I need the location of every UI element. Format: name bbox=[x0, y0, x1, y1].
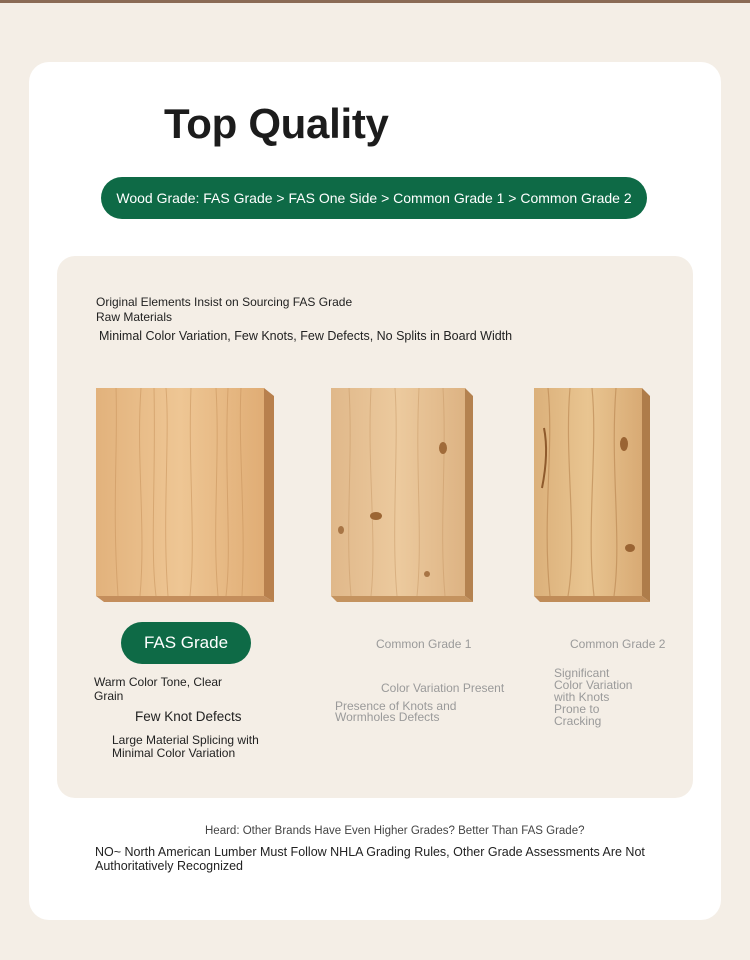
intro-line-3: Minimal Color Variation, Few Knots, Few Defects, No Splits in Board Width bbox=[99, 329, 513, 343]
intro-line-2: Raw Materials bbox=[96, 310, 173, 324]
grade-scale-banner: Wood Grade: FAS Grade > FAS One Side > Common Grade 1 > Common Grade 2 bbox=[101, 177, 647, 219]
wood-board-common2-image bbox=[534, 388, 650, 602]
footer-question: Heard: Other Brands Have Even Higher Grades? Better Than FAS Grade? bbox=[205, 825, 585, 837]
footer-answer: NO~ North American Lumber Must Follow NHLA Grading Rules, Other Grade Assessments Are Not Authoritatively Recognized bbox=[95, 845, 645, 873]
common-grade-1-label: Common Grade 1 bbox=[376, 637, 472, 651]
fas-feature-3: Large Material Splicing with Minimal Color Variation bbox=[112, 733, 259, 760]
page-title: Top Quality bbox=[164, 100, 389, 147]
fas-grade-badge: FAS Grade bbox=[121, 622, 251, 664]
common1-feature-2: Presence of Knots and Wormholes Defects bbox=[335, 699, 457, 724]
common2-feature-1: Significant Color Variation with Knots Prone to Cracking bbox=[554, 666, 633, 728]
wood-board-fas-image bbox=[96, 388, 274, 602]
wood-board-common1-image bbox=[331, 388, 473, 602]
intro-line-1: Original Elements Insist on Sourcing FAS Grade bbox=[96, 295, 353, 309]
common-grade-2-label: Common Grade 2 bbox=[570, 637, 666, 651]
fas-feature-2: Few Knot Defects bbox=[135, 709, 242, 724]
common1-feature-1: Color Variation Present bbox=[381, 681, 505, 695]
top-accent-strip bbox=[0, 0, 750, 3]
fas-feature-1: Warm Color Tone, Clear Grain bbox=[94, 675, 223, 703]
